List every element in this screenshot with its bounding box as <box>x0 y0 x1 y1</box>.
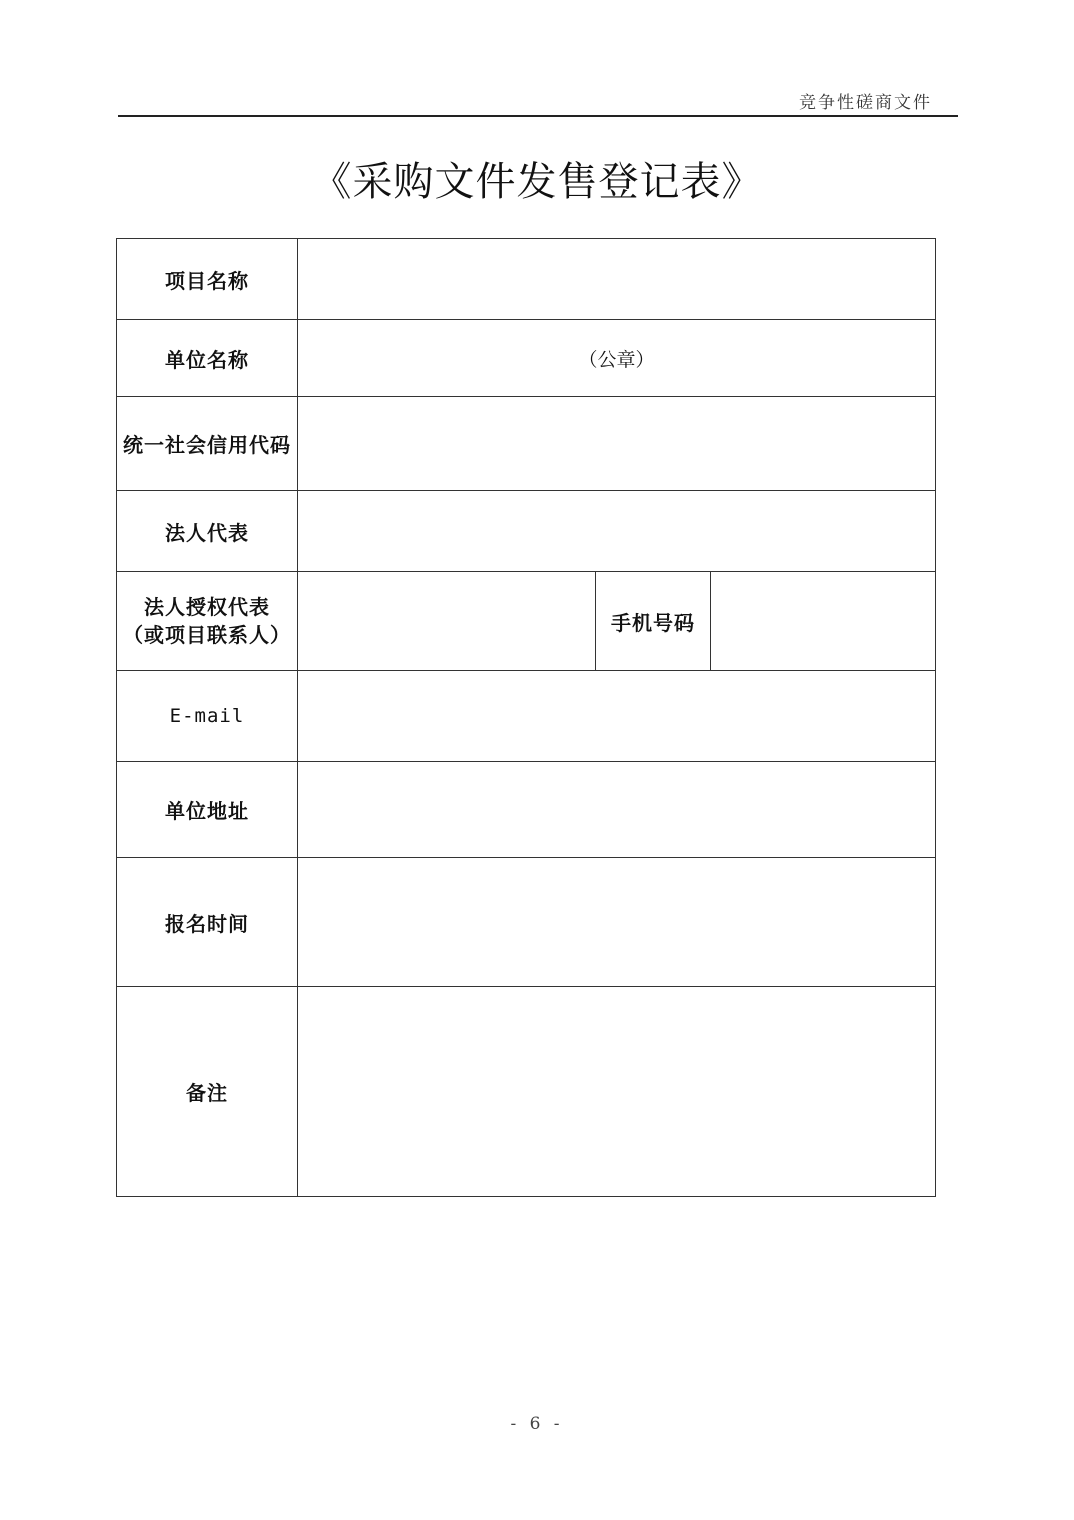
page-number: - 6 - <box>510 1414 564 1434</box>
signup-time-label: 报名时间 <box>117 858 298 987</box>
project-name-field[interactable] <box>298 239 936 320</box>
row-remarks <box>117 987 936 1197</box>
row-email <box>117 671 936 762</box>
credit-code-field[interactable] <box>298 397 936 491</box>
row-signup-time <box>117 858 936 987</box>
row-credit-code <box>117 397 936 491</box>
row-authorized-rep <box>117 572 936 671</box>
remarks-field[interactable] <box>298 987 936 1197</box>
authorized-rep-label <box>117 572 298 671</box>
row-unit-name <box>117 320 936 397</box>
legal-rep-field[interactable] <box>298 491 936 572</box>
project-name-label: 项目名称 <box>117 239 298 320</box>
authorized-rep-label-line2: （或项目联系人） <box>123 623 291 647</box>
address-field[interactable] <box>298 762 936 858</box>
header-text: 竞争性磋商文件 <box>799 93 932 113</box>
header-rule <box>118 115 958 117</box>
credit-code-label: 统一社会信用代码 <box>117 397 298 491</box>
row-project-name <box>117 239 936 320</box>
authorized-rep-field[interactable] <box>298 572 596 671</box>
phone-field[interactable] <box>711 572 936 671</box>
unit-name-label: 单位名称 <box>117 320 298 397</box>
document-title: 《采购文件发售登记表》 <box>311 159 763 205</box>
address-label: 单位地址 <box>117 762 298 858</box>
row-legal-rep <box>117 491 936 572</box>
email-field[interactable] <box>298 671 936 762</box>
unit-name-field[interactable]: （公章） <box>298 320 936 397</box>
phone-label: 手机号码 <box>596 572 711 671</box>
authorized-rep-label-line1: 法人授权代表 <box>144 595 270 619</box>
signup-time-field[interactable] <box>298 858 936 987</box>
registration-form-table <box>116 238 936 1197</box>
remarks-label: 备注 <box>117 987 298 1197</box>
row-address <box>117 762 936 858</box>
legal-rep-label: 法人代表 <box>117 491 298 572</box>
email-label: E-mail <box>117 671 298 762</box>
